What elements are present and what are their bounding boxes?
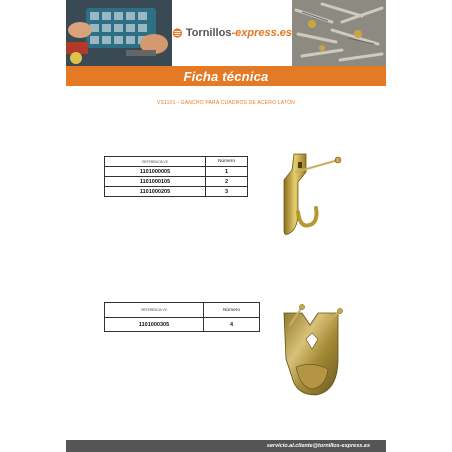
header-number: Número (206, 157, 248, 167)
reference-cell: 1101000305 (105, 318, 204, 332)
header-reference: REFERENCIA VS (105, 303, 204, 318)
number-cell: 4 (204, 318, 260, 332)
table-row (105, 318, 260, 332)
table-row (105, 187, 248, 197)
brand-name: Tornillos-express.es (185, 27, 292, 39)
table-header-row (105, 157, 248, 167)
wide-brass-hook-image (276, 303, 352, 399)
screws-photo (292, 0, 386, 66)
title-banner (66, 66, 386, 86)
number-cell: 2 (206, 177, 248, 187)
number-cell: 1 (206, 167, 248, 177)
screw-logo-icon (172, 26, 183, 40)
reference-table-2 (104, 302, 260, 332)
header-reference: REFERENCIA VS (105, 157, 206, 167)
workshop-photo (66, 0, 172, 66)
banner-title: Ficha técnica (183, 68, 269, 84)
reference-cell: 1101000005 (105, 167, 206, 177)
table-row (105, 177, 248, 187)
support-email: servicio.al.cliente@tornillos-express.es (266, 443, 370, 449)
header (66, 0, 386, 66)
table-header-row (105, 303, 260, 318)
reference-table-1 (104, 156, 248, 197)
table-row (105, 167, 248, 177)
brand-logo (172, 0, 292, 66)
reference-cell: 1101000205 (105, 187, 206, 197)
number-cell: 3 (206, 187, 248, 197)
header-number: Número (204, 303, 260, 318)
product-title: VS1101 - GANCHO PARA CUADROS DE ACERO LATÓN (156, 100, 296, 106)
footer-bar (66, 440, 386, 452)
reference-cell: 1101000105 (105, 177, 206, 187)
brass-hook-image (276, 150, 342, 242)
datasheet-page (66, 0, 386, 452)
